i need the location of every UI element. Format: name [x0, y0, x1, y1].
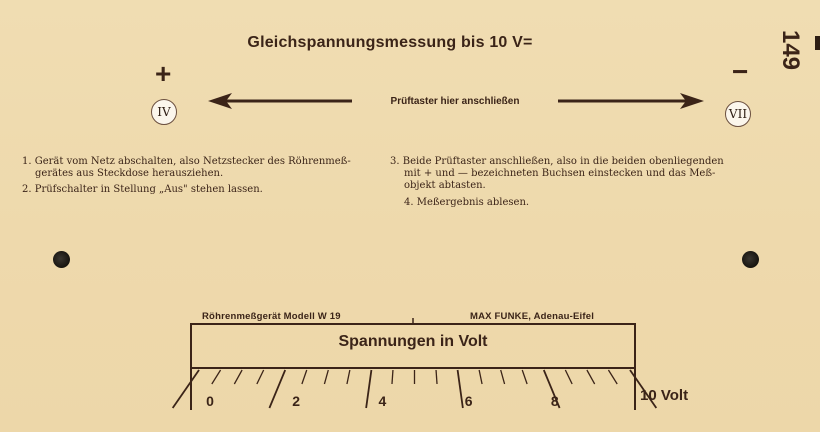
minor-tick — [302, 370, 307, 384]
scale-title: Spannungen in Volt — [338, 333, 488, 350]
minor-tick — [608, 370, 617, 384]
minor-tick — [565, 370, 572, 384]
minus-sign: − — [732, 56, 749, 87]
scale-ticks — [173, 370, 657, 408]
socket-iv[interactable]: IV — [151, 99, 177, 125]
scale-tick-labels — [206, 393, 559, 409]
minor-tick — [587, 370, 595, 384]
major-tick — [458, 370, 463, 408]
minor-tick — [501, 370, 505, 384]
minor-tick — [392, 370, 393, 384]
major-tick — [366, 370, 371, 408]
minor-tick — [212, 370, 221, 384]
instruction-line: 4. Meßergebnis ablesen. — [404, 197, 530, 208]
page-number: 149 — [776, 29, 804, 71]
minor-tick — [324, 370, 328, 384]
scale-end-label: 10 Volt — [640, 387, 689, 404]
plus-sign: + — [155, 58, 172, 89]
minor-tick — [234, 370, 242, 384]
minor-tick — [257, 370, 264, 384]
minor-tick — [479, 370, 482, 384]
instruction-line: 3. Beide Prüftaster anschließen, also in die beiden obenliegenden — [390, 156, 724, 167]
meter-maker-label: MAX FUNKE, Adenau-Eifel — [470, 311, 595, 322]
minor-tick — [522, 370, 527, 384]
instruction-line: mit + und — bezeichneten Buchsen einstecken und das Meß- — [404, 168, 716, 179]
arrow-label: Prüftaster hier anschließen — [390, 96, 520, 107]
major-tick — [173, 370, 199, 408]
instruction-line: gerätes aus Steckdose herausziehen. — [35, 168, 224, 179]
meter-model-label: Röhrenmeßgerät Modell W 19 — [202, 311, 341, 322]
scale-tick-label: 8 — [550, 393, 559, 409]
instruction-line: 2. Prüfschalter in Stellung „Aus" stehen lassen. — [22, 184, 263, 195]
scale-tick-label: 4 — [378, 393, 387, 409]
minor-tick — [436, 370, 437, 384]
socket-vii[interactable]: VII — [725, 101, 751, 127]
minor-tick — [347, 370, 350, 384]
scale-tick-label: 0 — [206, 393, 214, 409]
instruction-line: objekt abtasten. — [404, 180, 486, 191]
card-title: Gleichspannungsmessung bis 10 V= — [247, 34, 533, 51]
major-tick — [269, 370, 285, 408]
scale-tick-label: 6 — [464, 393, 473, 409]
scale-tick-label: 2 — [292, 393, 301, 409]
instruction-line: 1. Gerät vom Netz abschalten, also Netzstecker des Röhrenmeß- — [22, 156, 351, 167]
